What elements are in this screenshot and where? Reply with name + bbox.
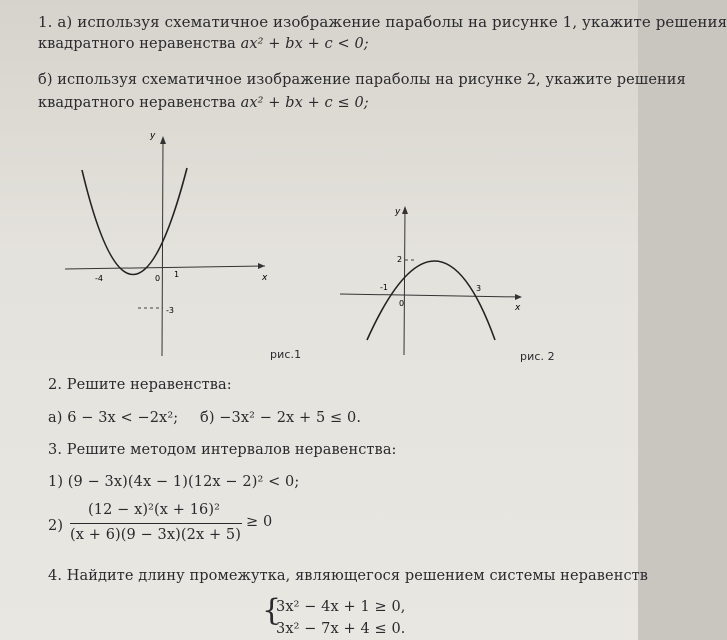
task2-b: б) −3x² − 2x + 5 ≤ 0. [200,410,362,426]
task3-item2-relation: ≥ 0 [246,514,273,530]
system-brace: { [262,593,282,628]
fig2-label-origin: 0 [399,299,405,308]
task4-title: 4. Найдите длину промежутка, являющегося решением системы неравенств [48,568,649,584]
task2-title: 2. Решите неравенства: [48,377,232,393]
task3-item1: 1) (9 − 3x)(4x − 1)(12x − 2)² < 0; [48,474,300,490]
task3-title: 3. Решите методом интервалов неравенства: [48,442,397,458]
fig2-label-2: 2 [397,255,403,264]
task4-eq2: 3x² − 7x + 4 ≤ 0. [276,621,406,637]
task3-item2-label: 2) [48,518,64,534]
task4-eq1: 3x² − 4x + 1 ≥ 0, [276,599,406,615]
fig1-caption: рис.1 [270,348,302,361]
fig1-x-axis-label: x [262,273,268,283]
fig2-y-axis-label: y [395,207,401,217]
fig1-label-minus3: -3 [166,306,174,315]
fig1-label-origin: 0 [155,274,161,283]
fraction-bar [70,523,242,524]
fig1-label-1: 1 [174,270,180,279]
task1-a-line2 [38,36,369,52]
task2-a: а) 6 − 3x < −2x²; [48,410,179,426]
fig2-caption: рис. 2 [520,350,555,363]
task3-item2-denominator: (x + 6)(9 − 3x)(2x + 5) [70,527,242,543]
fig1-label-minus4: -4 [95,274,103,283]
task1-b-line2 [38,95,369,111]
figure-2-parabola-graph [335,200,530,360]
task1-a-line2-text: квадратного неравенства [38,36,241,52]
task3-item2-numerator: (12 − x)²(x + 16)² [88,502,221,518]
figure-1-parabola-graph [60,128,280,360]
task1-b-line1: б) используя схематичное изображение параболы на рисунке 2, укажите решения [38,72,686,88]
fig2-label-minus1: -1 [380,283,388,292]
task1-b-line2-text: квадратного неравенства [38,95,241,111]
task1-a-line1: 1. а) используя схематичное изображение параболы на рисунке 1, укажите решения [38,13,727,31]
fig2-label-3: 3 [476,284,482,293]
fig2-x-axis-label: x [515,303,521,313]
task1-b-inequality: ax² + bx + c ≤ 0; [240,95,369,111]
task1-a-inequality: ax² + bx + c < 0; [240,36,369,52]
fig1-y-axis-label: y [150,131,156,141]
